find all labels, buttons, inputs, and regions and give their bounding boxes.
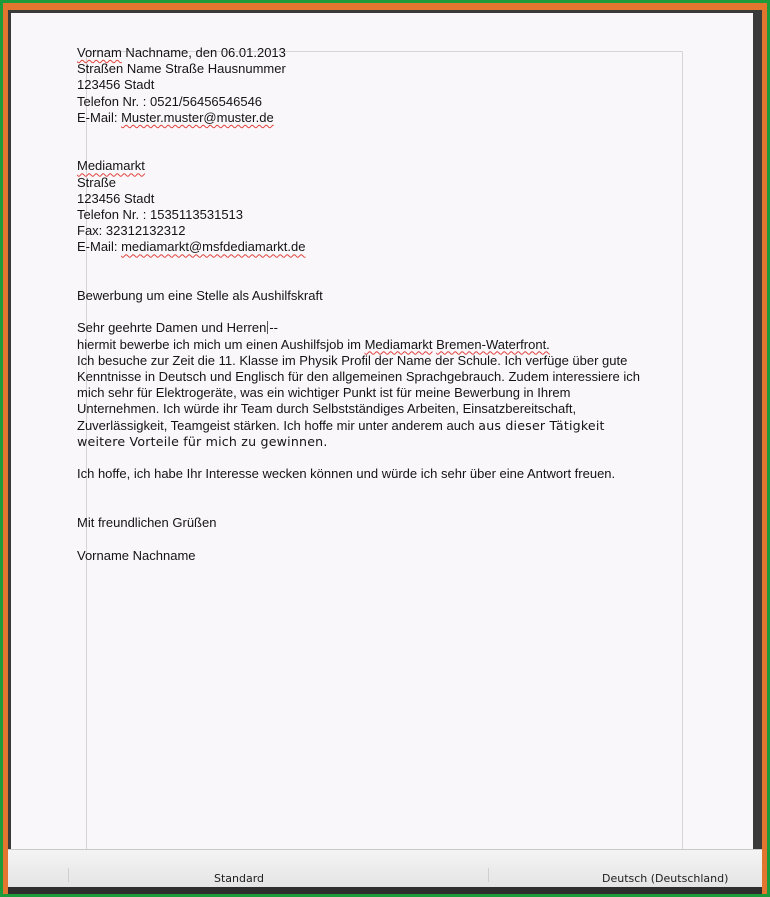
status-separator [68, 868, 69, 882]
body-line-6 [77, 418, 677, 434]
recipient-email: mediamarkt@msfdediamarkt.de [121, 239, 306, 255]
window-bottom-edge [8, 887, 762, 894]
language-indicator[interactable]: Deutsch (Deutschland) [602, 872, 729, 885]
sender-email: Muster.muster@muster.de [121, 109, 274, 125]
body-mediamarkt: Mediamarkt [364, 336, 433, 352]
body-line-1-text: hiermit bewerbe ich mich um einen Aushilfsjob im [77, 336, 365, 352]
paragraph-style-indicator[interactable]: Standard [214, 872, 265, 885]
sender-email-line [77, 110, 677, 126]
sender-street: Straßen Name Straße Hausnummer [77, 61, 286, 77]
body-line-6-text: Zuverlässigkeit, Teamgeist stärken. Ich hoffe mir unter anderem auch [77, 417, 479, 433]
salutation-dashes: -- [269, 320, 279, 336]
sender-name-date: Nachname, den 06.01.2013 [121, 45, 286, 60]
body-line-6-end: aus dieser Tätigkeit [478, 417, 605, 433]
sender-phone: Telefon Nr. : 0521/56456546546 [77, 93, 263, 109]
body-line-3: Kenntnisse in Deutsch und Englisch für den allgemeinen Sprachgebrauch. Zudem interessiere ich [77, 368, 640, 384]
subject-line: Bewerbung um eine Stelle als Aushilfskraft [77, 287, 323, 303]
recipient-phone: Telefon Nr. : 1535113531513 [77, 207, 244, 222]
recipient-email-label: E-Mail: [77, 239, 122, 255]
body-line-5: Unternehmen. Ich würde ihr Team durch Selbstständiges Arbeiten, Einsatzbereitschaft, [77, 401, 577, 417]
recipient-city: 123456 Stadt [77, 190, 155, 206]
salutation [77, 320, 677, 336]
sender-email-label: E-Mail: [77, 109, 122, 125]
recipient-email-line [77, 239, 677, 255]
body-line-7: weitere Vorteile für mich zu gewinnen. [77, 433, 328, 449]
body-line-4: mich sehr für Elektrogeräte, was ein wichtiger Punkt ist für meine Bewerbung in Ihrem [77, 385, 571, 401]
salutation-text: Sehr geehrte Damen und Herren [77, 320, 267, 336]
sender-city: 123456 Stadt [77, 77, 155, 93]
recipient-fax: Fax: 32312132312 [77, 223, 186, 239]
closing-paragraph: Ich hoffe, ich habe Ihr Interesse wecken können und würde ich sehr über eine Antwort freuen. [77, 466, 616, 482]
letter-text[interactable] [77, 45, 677, 564]
recipient-name: Mediamarkt [77, 158, 145, 174]
sender-date-line [77, 45, 677, 61]
status-bar [8, 849, 762, 888]
signature: Vorname Nachname [77, 547, 196, 563]
body-line-1 [77, 337, 677, 353]
closing-greeting: Mit freundlichen Grüßen [77, 514, 217, 530]
body-line-2: Ich besuche zur Zeit die 11. Klasse im Physik Profil der Name der Schule. Ich verfüge über gute [77, 352, 628, 368]
body-location: Bremen-Waterfront. [436, 336, 550, 352]
recipient-street: Straße [77, 174, 117, 190]
status-separator [488, 868, 489, 882]
sender-first-name: Vornam [77, 45, 122, 60]
